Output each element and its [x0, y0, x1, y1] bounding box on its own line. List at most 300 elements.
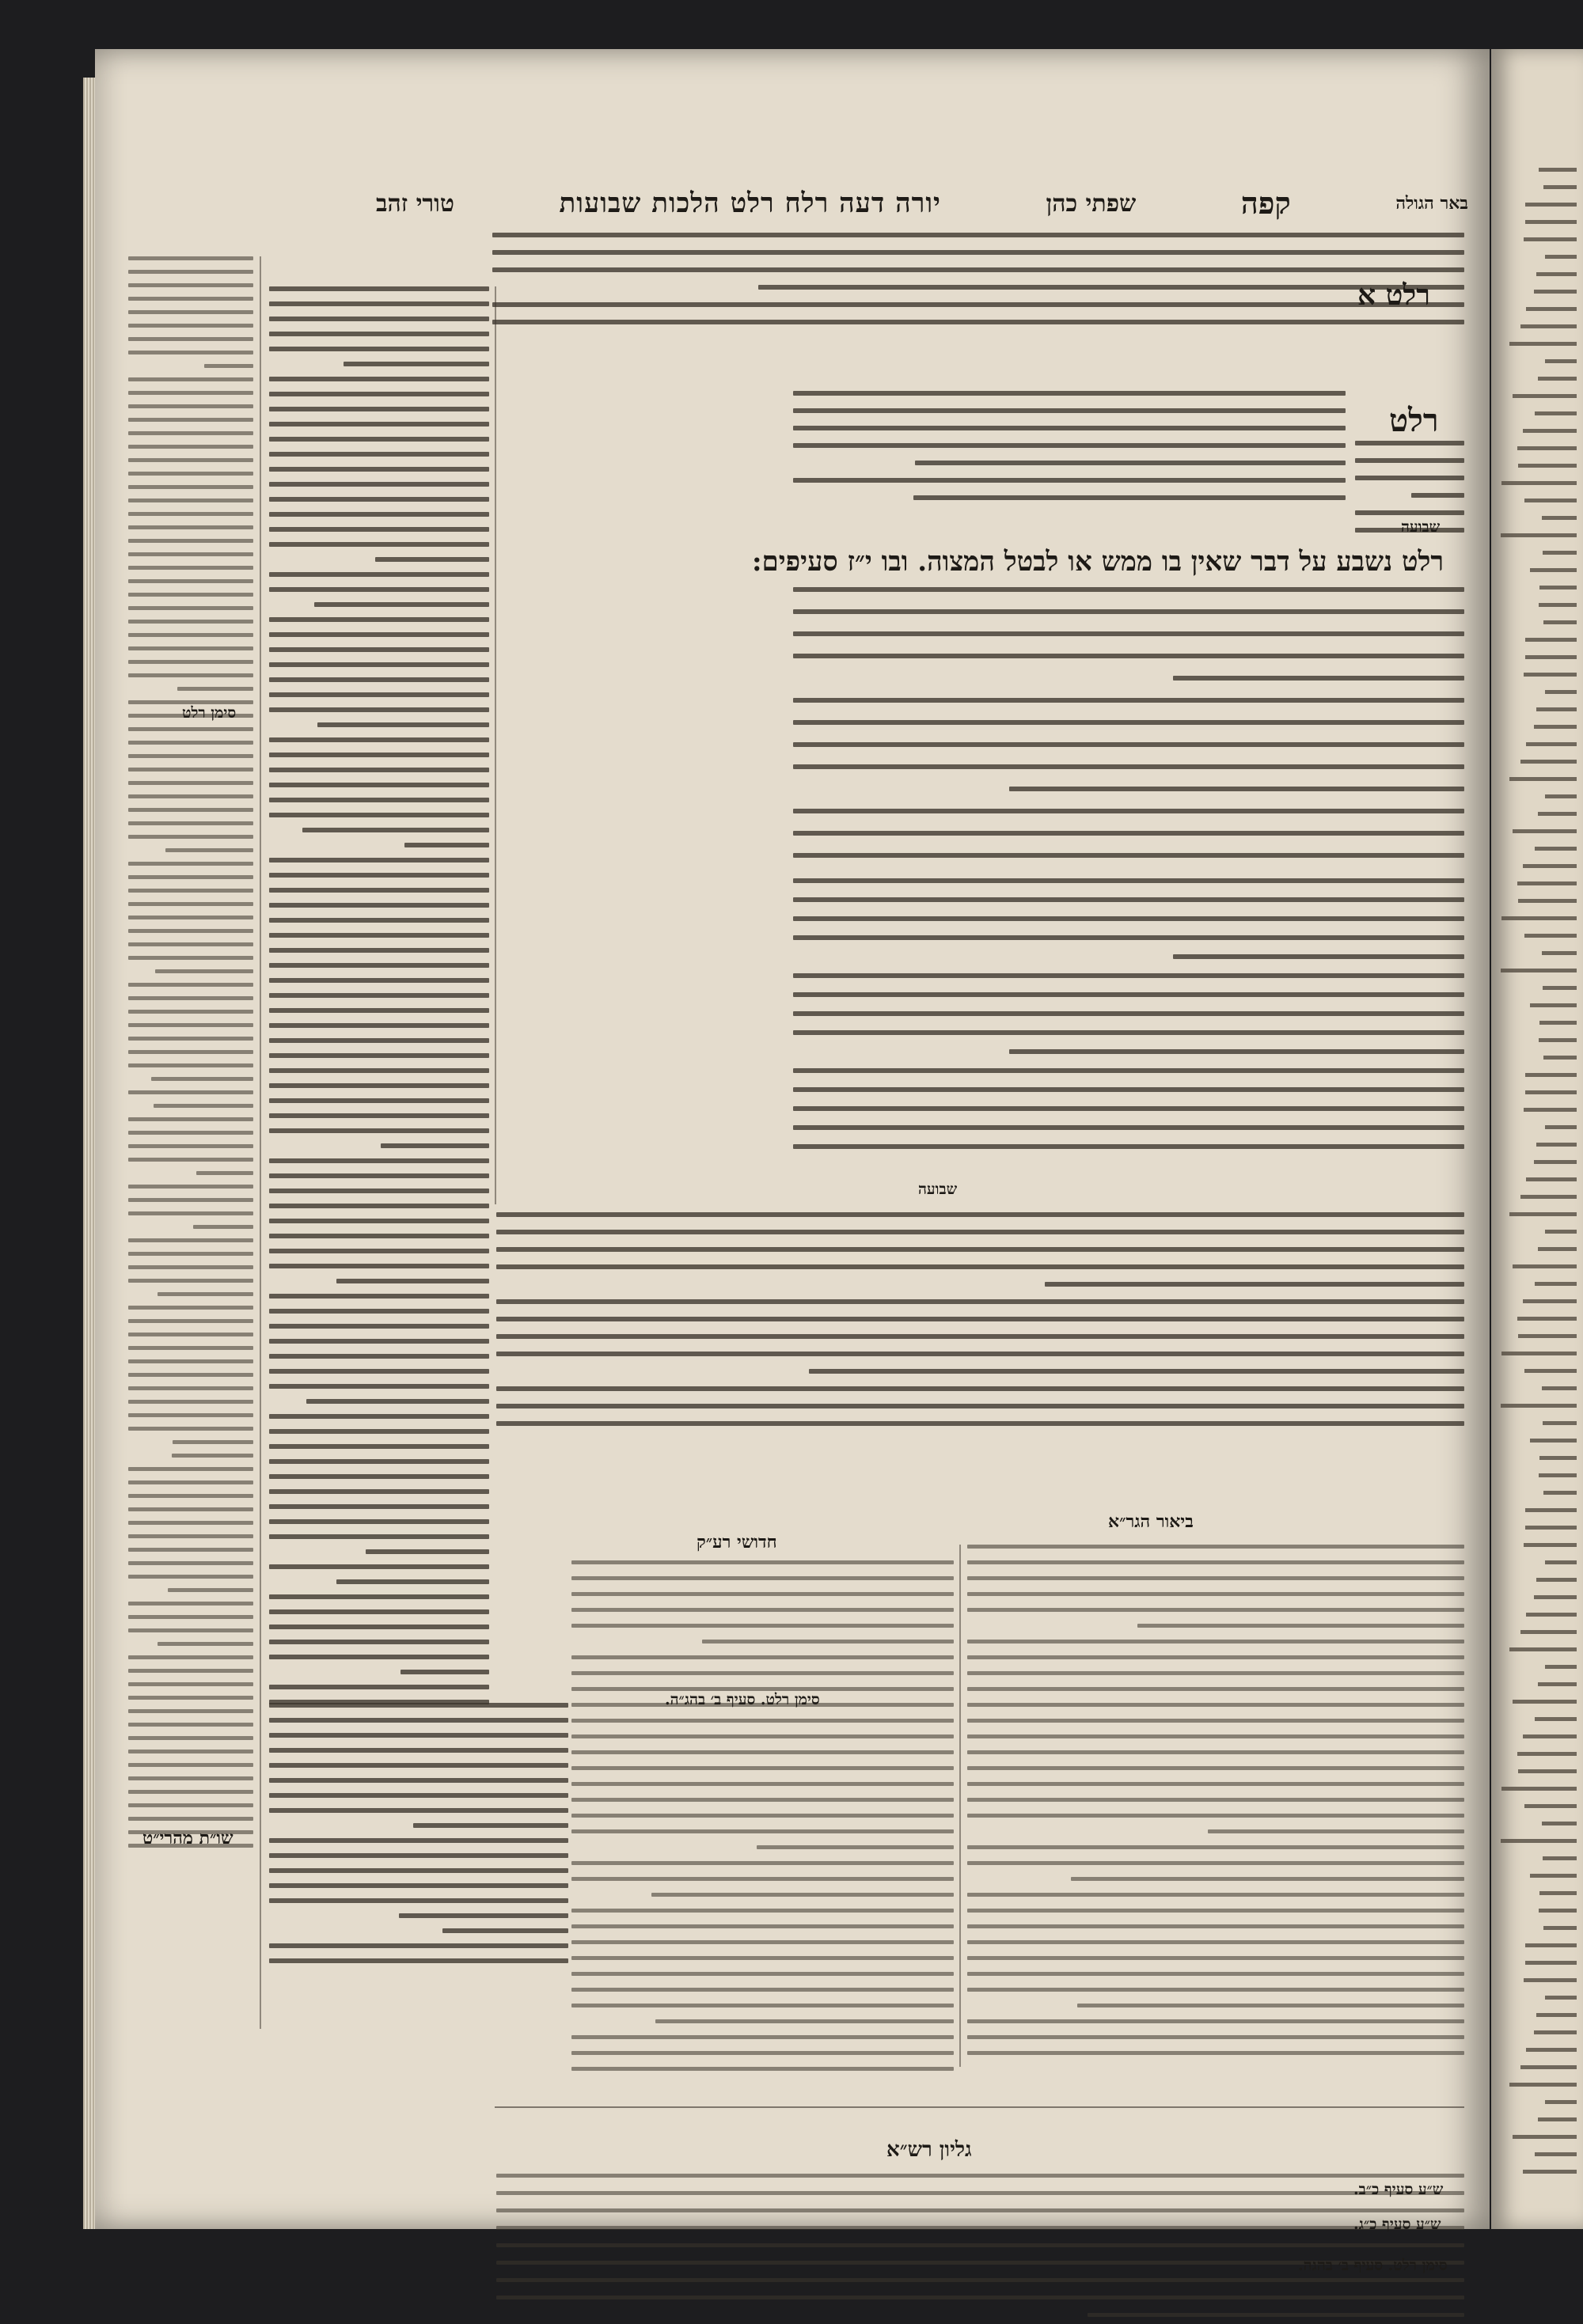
gilyon-ref-1: ש״ע סעיף כ״ב.: [1353, 2181, 1444, 2198]
text-line: [128, 431, 253, 435]
text-line: [1526, 1177, 1577, 1181]
text-line: [967, 1972, 1464, 1976]
text-line: [269, 1173, 489, 1178]
gilyon-block: [495, 2174, 1464, 2324]
text-line: [128, 956, 253, 960]
text-line: [269, 978, 489, 983]
text-line: [269, 1444, 489, 1449]
text-line: [496, 1247, 1464, 1252]
text-line: [1411, 493, 1464, 498]
text-line: [128, 1615, 253, 1619]
text-line: [967, 1893, 1464, 1897]
text-line: [1513, 1264, 1577, 1268]
text-line: [128, 741, 253, 745]
margin-siman-label: סימן רלט: [182, 704, 237, 722]
text-line: [1525, 1090, 1577, 1094]
text-line: [269, 1943, 568, 1948]
text-line: [128, 781, 253, 785]
text-line: [492, 320, 1464, 324]
text-line: [128, 1279, 253, 1283]
text-line: [400, 1670, 489, 1674]
rema-block: [792, 878, 1464, 1163]
text-line: [1530, 1003, 1577, 1007]
text-line: [496, 2208, 1464, 2212]
text-line: [496, 1317, 1464, 1321]
text-line: [1539, 603, 1577, 607]
text-line: [1525, 655, 1577, 659]
taz-divider: [495, 286, 496, 1204]
siman-label-right: רלט: [1389, 402, 1439, 439]
text-line: [1513, 394, 1577, 398]
text-line: [128, 942, 253, 946]
text-line: [172, 1454, 253, 1458]
text-line: [793, 1087, 1464, 1092]
text-line: [793, 809, 1464, 813]
beur-hagra-column: [966, 1545, 1464, 2067]
text-line: [1523, 1734, 1577, 1738]
text-line: [151, 1077, 253, 1081]
text-line: [269, 737, 489, 742]
text-line: [128, 256, 253, 260]
text-line: [128, 1655, 253, 1659]
text-line: [269, 1158, 489, 1163]
text-line: [967, 1814, 1464, 1818]
text-line: [128, 1265, 253, 1269]
text-line: [571, 1576, 954, 1580]
text-line: [1543, 185, 1577, 189]
text-line: [1530, 1439, 1577, 1443]
text-line: [793, 1011, 1464, 1016]
text-line: [496, 2174, 1464, 2178]
text-line: [793, 973, 1464, 978]
text-line: [793, 587, 1464, 592]
text-line: [269, 888, 489, 893]
text-line: [196, 1171, 253, 1175]
text-line: [269, 1703, 568, 1708]
text-line: [1545, 359, 1577, 363]
text-line: [967, 1845, 1464, 1849]
text-line: [128, 1306, 253, 1310]
page-edges: [83, 78, 96, 2229]
text-line: [793, 391, 1346, 396]
text-line: [793, 609, 1464, 614]
text-line: [571, 1909, 954, 1913]
chidushei-label: חדושי רע״ק: [697, 1532, 777, 1552]
text-line: [1545, 794, 1577, 798]
text-line: [1525, 1943, 1577, 1947]
text-line: [128, 1817, 253, 1821]
text-line: [1513, 1700, 1577, 1704]
text-line: [128, 1602, 253, 1606]
text-line: [496, 2296, 1464, 2299]
text-line: [128, 1561, 253, 1565]
text-line: [375, 557, 489, 562]
text-line: [793, 742, 1464, 747]
text-line: [269, 1838, 568, 1843]
text-line: [915, 461, 1346, 465]
text-line: [793, 831, 1464, 836]
text-line: [442, 1928, 568, 1933]
top-commentary-strip: [491, 233, 1464, 328]
text-line: [571, 1766, 954, 1770]
text-line: [1525, 203, 1577, 207]
text-line: [269, 1609, 489, 1614]
text-line: [128, 1252, 253, 1256]
text-line: [793, 698, 1464, 703]
text-line: [496, 1404, 1464, 1408]
text-line: [128, 539, 253, 543]
text-line: [1520, 1630, 1577, 1634]
text-line: [269, 948, 489, 953]
text-line: [967, 1655, 1464, 1659]
text-line: [571, 1798, 954, 1802]
text-line: [571, 1560, 954, 1564]
text-line: [128, 1117, 253, 1121]
text-line: [154, 1104, 253, 1108]
text-line: [1525, 638, 1577, 642]
text-line: [1536, 272, 1577, 276]
text-line: [1536, 707, 1577, 711]
text-line: [269, 1098, 489, 1103]
text-line: [269, 452, 489, 457]
running-head: [376, 182, 1468, 225]
text-line: [967, 1671, 1464, 1675]
text-line: [269, 1808, 568, 1813]
text-line: [1517, 1317, 1577, 1321]
text-line: [269, 1640, 489, 1644]
text-line: [336, 1579, 489, 1584]
text-line: [1543, 1056, 1577, 1060]
text-line: [1534, 290, 1577, 294]
text-line: [1501, 916, 1577, 920]
text-line: [967, 2035, 1464, 2039]
text-line: [128, 768, 253, 772]
book-page: [95, 49, 1490, 2274]
text-line: [1535, 411, 1577, 415]
text-line: [128, 1480, 253, 1484]
text-line: [1545, 1996, 1577, 2000]
text-line: [1501, 1404, 1577, 1408]
text-line: [269, 1958, 568, 1963]
text-line: [1045, 1282, 1464, 1287]
text-line: [1538, 1682, 1577, 1686]
taz-column-lower: [268, 1703, 568, 1964]
text-line: [1513, 829, 1577, 833]
text-line: [269, 527, 489, 532]
text-line: [269, 407, 489, 411]
text-line: [269, 1384, 489, 1389]
text-line: [269, 993, 489, 998]
text-line: [1524, 1978, 1577, 1982]
text-line: [128, 727, 253, 731]
text-line: [128, 902, 253, 906]
text-line: [128, 472, 253, 476]
text-line: [269, 1459, 489, 1464]
text-line: [1543, 986, 1577, 990]
text-line: [1520, 2065, 1577, 2069]
text-line: [128, 1211, 253, 1215]
text-line: [496, 1230, 1464, 1234]
text-line: [1509, 342, 1577, 346]
text-line: [1509, 1647, 1577, 1651]
text-line: [269, 482, 489, 487]
text-line: [1518, 899, 1577, 903]
text-line: [128, 660, 253, 664]
text-line: [269, 1564, 489, 1569]
text-line: [967, 1719, 1464, 1723]
text-line: [165, 848, 253, 852]
text-line: [571, 1592, 954, 1596]
text-line: [128, 1427, 253, 1431]
text-line: [306, 1399, 489, 1404]
text-line: [1536, 1143, 1577, 1147]
text-line: [269, 933, 489, 938]
text-line: [571, 1829, 954, 1833]
text-line: [128, 552, 253, 556]
text-line: [128, 1548, 253, 1552]
text-line: [173, 1440, 253, 1444]
footer-rule: [495, 2106, 1464, 2108]
text-line: [793, 897, 1464, 902]
text-line: [302, 828, 489, 832]
text-line: [1539, 1891, 1577, 1895]
text-line: [269, 617, 489, 622]
text-line: [269, 392, 489, 396]
text-line: [967, 1782, 1464, 1786]
text-line: [128, 862, 253, 866]
text-line: [1538, 812, 1577, 816]
text-line: [269, 903, 489, 908]
shvua-label-1: שבועה: [1401, 518, 1441, 536]
text-line: [571, 1782, 954, 1786]
text-line: [1539, 1038, 1577, 1042]
text-line: [128, 458, 253, 462]
text-line: [1534, 725, 1577, 729]
text-line: [793, 1068, 1464, 1073]
text-line: [1524, 237, 1577, 241]
text-line: [1539, 1473, 1577, 1477]
text-line: [1071, 1877, 1464, 1881]
text-line: [128, 821, 253, 825]
text-line: [317, 722, 489, 727]
text-line: [1536, 2013, 1577, 2017]
text-line: [1543, 1926, 1577, 1930]
text-line: [128, 1750, 253, 1753]
text-line: [269, 1324, 489, 1329]
text-line: [269, 301, 489, 306]
text-line: [1539, 168, 1577, 172]
text-line: [158, 1642, 253, 1646]
text-line: [269, 753, 489, 757]
text-line: [1509, 1212, 1577, 1216]
text-line: [967, 1703, 1464, 1707]
text-line: [793, 631, 1464, 636]
text-line: [793, 878, 1464, 883]
text-line: [496, 2243, 1464, 2247]
text-line: [128, 1507, 253, 1511]
text-line: [492, 250, 1464, 255]
text-line: [344, 362, 489, 366]
text-line: [1523, 1299, 1577, 1303]
text-line: [1538, 1247, 1577, 1251]
text-line: [967, 1924, 1464, 1928]
text-line: [1173, 954, 1464, 959]
text-line: [793, 1144, 1464, 1149]
text-line: [793, 1125, 1464, 1130]
text-line: [793, 720, 1464, 725]
text-line: [1520, 1195, 1577, 1199]
text-line: [128, 1010, 253, 1014]
text-line: [269, 1429, 489, 1434]
text-line: [269, 963, 489, 968]
text-line: [1539, 586, 1577, 590]
text-line: [1524, 934, 1577, 938]
text-line: [128, 1319, 253, 1323]
text-line: [1517, 881, 1577, 885]
head-page-number: קפה: [1240, 185, 1291, 221]
text-line: [399, 1913, 568, 1918]
margin-divider: [260, 256, 261, 2029]
text-line: [1501, 481, 1577, 485]
text-line: [128, 1709, 253, 1713]
text-line: [269, 286, 489, 291]
head-center-title: יורה דעה רלח רלט הלכות שבועות: [559, 188, 941, 219]
text-line: [128, 1494, 253, 1498]
text-line: [269, 1023, 489, 1028]
text-line: [1545, 255, 1577, 259]
text-line: [269, 632, 489, 637]
text-line: [967, 1956, 1464, 1960]
text-line: [1525, 1508, 1577, 1512]
text-line: [1518, 1769, 1577, 1773]
beer-hagolah-column: [127, 256, 253, 1855]
text-line: [1355, 441, 1464, 445]
text-line: [793, 478, 1346, 483]
text-line: [128, 1037, 253, 1041]
text-line: [1526, 2048, 1577, 2052]
text-line: [128, 1736, 253, 1740]
text-line: [128, 754, 253, 758]
text-line: [269, 918, 489, 923]
text-line: [1009, 1049, 1464, 1054]
chidushei-column: [570, 1560, 954, 2075]
text-line: [967, 1687, 1464, 1691]
text-line: [571, 1734, 954, 1738]
text-line: [128, 324, 253, 328]
text-line: [1509, 2083, 1577, 2087]
shach-wide-block: [495, 1212, 1464, 1442]
gilyon-label: גליון רש״א: [886, 2138, 972, 2162]
text-line: [128, 620, 253, 624]
text-line: [571, 2035, 954, 2039]
text-line: [571, 1877, 954, 1881]
text-line: [269, 1504, 489, 1509]
text-line: [269, 1354, 489, 1359]
head-right-label: שפתי כהן: [1046, 189, 1137, 218]
text-line: [1526, 742, 1577, 746]
text-line: [1545, 1560, 1577, 1564]
text-line: [269, 858, 489, 862]
text-line: [571, 1861, 954, 1865]
text-line: [1523, 429, 1577, 433]
text-line: [128, 875, 253, 879]
text-line: [1545, 690, 1577, 694]
text-line: [1543, 551, 1577, 555]
text-line: [269, 317, 489, 321]
text-line: [128, 579, 253, 583]
text-line: [128, 1696, 253, 1700]
text-line: [1525, 1961, 1577, 1965]
text-line: [967, 1592, 1464, 1596]
text-line: [1539, 1909, 1577, 1913]
text-line: [1509, 777, 1577, 781]
text-line: [269, 1534, 489, 1539]
text-line: [269, 1128, 489, 1133]
text-line: [1501, 969, 1577, 972]
text-line: [571, 1940, 954, 1944]
text-line: [128, 808, 253, 812]
text-line: [128, 996, 253, 1000]
text-line: [128, 1575, 253, 1579]
text-line: [1009, 787, 1464, 791]
text-line: [269, 813, 489, 817]
shut-label: שו״ת מהרי״ט: [142, 1828, 233, 1848]
text-line: [1355, 510, 1464, 515]
text-line: [571, 1972, 954, 1976]
text-line: [1518, 464, 1577, 468]
text-line: [128, 916, 253, 919]
text-line: [128, 351, 253, 354]
text-line: [496, 1386, 1464, 1391]
head-far-right: באר הגולה: [1395, 193, 1468, 214]
text-line: [496, 1334, 1464, 1339]
text-line: [269, 1369, 489, 1374]
text-line: [128, 566, 253, 570]
text-line: [269, 1883, 568, 1888]
text-line: [1524, 1108, 1577, 1112]
text-line: [269, 1763, 568, 1768]
facing-page-edge: [1491, 49, 1583, 2229]
text-line: [269, 377, 489, 381]
text-line: [269, 347, 489, 351]
text-line: [269, 1309, 489, 1314]
text-line: [128, 1090, 253, 1094]
text-line: [128, 1803, 253, 1807]
text-line: [269, 692, 489, 697]
text-line: [128, 1238, 253, 1242]
text-line: [967, 1560, 1464, 1564]
text-line: [1517, 1752, 1577, 1756]
text-line: [1524, 499, 1577, 502]
text-line: [128, 310, 253, 314]
text-line: [128, 1790, 253, 1794]
text-line: [571, 2004, 954, 2007]
text-line: [967, 1640, 1464, 1643]
beur-hagra-label: ביאור הגר״א: [1108, 1511, 1194, 1532]
text-line: [269, 1083, 489, 1088]
text-line: [128, 391, 253, 395]
text-line: [571, 2067, 954, 2071]
text-line: [269, 662, 489, 667]
text-line: [1520, 760, 1577, 764]
text-line: [1355, 476, 1464, 480]
text-line: [128, 1776, 253, 1780]
text-line: [1542, 516, 1577, 520]
text-line: [269, 1189, 489, 1193]
text-line: [128, 929, 253, 933]
text-line: [793, 764, 1464, 769]
text-line: [269, 1264, 489, 1268]
